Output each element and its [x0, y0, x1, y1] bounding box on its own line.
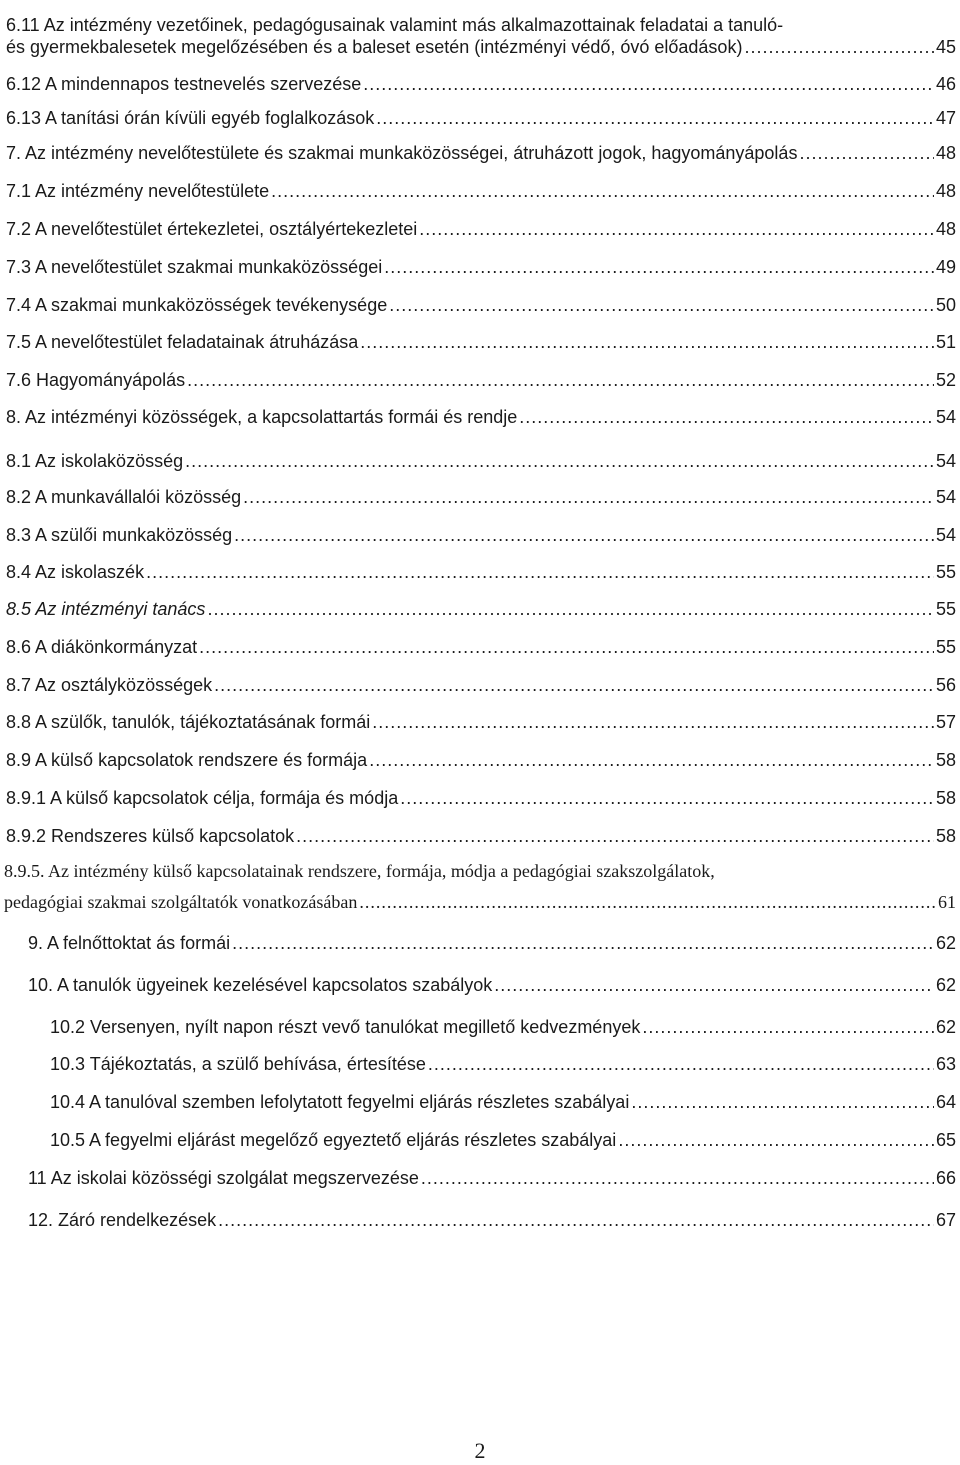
toc-entry-title: 7.1 Az intézmény nevelőtestülete	[6, 181, 270, 201]
toc-entry-title: és gyermekbalesetek megelőzésében és a baleset esetén (intézményi védő, óvó előadások)	[6, 37, 743, 57]
dot-leader	[389, 294, 934, 316]
toc-entry-title: 6.12 A mindennapos testnevelés szervezése	[6, 74, 362, 94]
toc-entry-row	[6, 636, 956, 658]
dot-leader	[799, 142, 934, 164]
toc-entry-title: 7.4 A szakmai munkaközösségek tevékenysége	[6, 295, 388, 315]
dot-leader	[243, 486, 934, 508]
dot-leader	[296, 825, 934, 847]
toc-entry-row	[6, 674, 956, 696]
toc-page-number: 62	[935, 975, 956, 995]
toc-entry-row	[6, 369, 956, 391]
toc-entry-row	[28, 932, 956, 954]
toc-entry-title: 8.8 A szülők, tanulók, tájékoztatásának formái	[6, 712, 371, 732]
dot-leader	[359, 891, 936, 913]
toc-entry-row	[6, 218, 956, 240]
toc-page-number: 54	[935, 451, 956, 471]
dot-leader	[744, 36, 934, 58]
toc-entry-row	[6, 73, 956, 95]
toc-page-number: 58	[935, 750, 956, 770]
toc-entry-row	[6, 406, 956, 428]
toc-entry-title: 8. Az intézményi közösségek, a kapcsolattartás formái és rendje	[6, 407, 518, 427]
toc-page-number: 55	[935, 599, 956, 619]
toc-page-number: 61	[938, 892, 956, 912]
toc-entry-row	[6, 142, 956, 164]
dot-leader	[428, 1053, 934, 1075]
dot-leader	[419, 218, 934, 240]
toc-page-number: 56	[935, 675, 956, 695]
dot-leader	[234, 524, 934, 546]
toc-page-number: 48	[935, 219, 956, 239]
toc-entry-title: 8.6 A diákönkormányzat	[6, 637, 198, 657]
toc-entry-title: 8.2 A munkavállalói közösség	[6, 487, 242, 507]
toc-entry-title: 6.13 A tanítási órán kívüli egyéb foglalkozások	[6, 108, 375, 128]
toc-entry-row	[50, 1091, 956, 1113]
toc-page-number: 54	[935, 487, 956, 507]
toc-entry-title: 7. Az intézmény nevelőtestülete és szakmai munkaközösségei, átruházott jogok, hagyományápolás	[6, 143, 798, 163]
toc-entry-title: 7.2 A nevelőtestület értekezletei, osztályértekezletei	[6, 219, 418, 239]
toc-entry-row	[6, 294, 956, 316]
toc-page-number: 66	[935, 1168, 956, 1188]
dot-leader	[360, 331, 934, 353]
toc-entry-title: 8.9 A külső kapcsolatok rendszere és formája	[6, 750, 368, 770]
toc-entry-title: 8.9.1 A külső kapcsolatok célja, formája és módja	[6, 788, 399, 808]
toc-page-number: 58	[935, 826, 956, 846]
toc-page-number: 45	[935, 37, 956, 57]
toc-page-number: 65	[935, 1130, 956, 1150]
toc-entry-row	[6, 331, 956, 353]
toc-entry-row	[6, 180, 956, 202]
toc-entry-row	[4, 891, 956, 913]
toc-page-number: 50	[935, 295, 956, 315]
toc-entry-row	[6, 598, 956, 620]
toc-page-number: 58	[935, 788, 956, 808]
dot-leader	[642, 1016, 934, 1038]
toc-page-number: 46	[935, 74, 956, 94]
toc-entry-row	[6, 561, 956, 583]
dot-leader	[271, 180, 934, 202]
toc-entry-title: 7.6 Hagyományápolás	[6, 370, 186, 390]
dot-leader	[232, 932, 934, 954]
dot-leader	[519, 406, 934, 428]
toc-entry-title: 11 Az iskolai közösségi szolgálat megszervezése	[28, 1168, 419, 1188]
dot-leader	[207, 598, 934, 620]
dot-leader	[218, 1209, 934, 1231]
toc-page-number: 52	[935, 370, 956, 390]
toc-page-number: 62	[935, 1017, 956, 1037]
toc-entry-row	[6, 711, 956, 733]
toc-entry-row	[28, 1167, 956, 1189]
dot-leader	[214, 674, 934, 696]
toc-page-number: 47	[935, 108, 956, 128]
toc-page-number: 49	[935, 257, 956, 277]
toc-entry-row	[28, 974, 956, 996]
toc-entry-title: 10.4 A tanulóval szemben lefolytatott fegyelmi eljárás részletes szabályai	[50, 1092, 630, 1112]
dot-leader	[187, 369, 934, 391]
page-number: 2	[474, 1438, 486, 1463]
toc-entry-row	[6, 787, 956, 809]
toc-entry-row	[6, 749, 956, 771]
toc-entry-row	[6, 825, 956, 847]
dot-leader	[369, 749, 934, 771]
toc-page-number: 67	[935, 1210, 956, 1230]
toc-entry-title: 7.5 A nevelőtestület feladatainak átruházása	[6, 332, 359, 352]
toc-entry-title: 10. A tanulók ügyeinek kezelésével kapcsolatos szabályok	[28, 975, 493, 995]
toc-entry-row	[50, 1129, 956, 1151]
dot-leader	[363, 73, 934, 95]
toc-page-number: 57	[935, 712, 956, 732]
toc-entry-row	[6, 486, 956, 508]
toc-page-number: 55	[935, 562, 956, 582]
dot-leader	[631, 1091, 934, 1113]
toc-entry-title: 9. A felnőttoktat ás formái	[28, 933, 231, 953]
toc-entry-title: 8.9.2 Rendszeres külső kapcsolatok	[6, 826, 295, 846]
toc-page-number: 62	[935, 933, 956, 953]
toc-entry-title-line: 6.11 Az intézmény vezetőinek, pedagógusainak valamint más alkalmazottainak feladatai a tanuló-	[6, 15, 784, 35]
toc-entry-title: pedagógiai szakmai szolgáltatók vonatkozásában	[4, 892, 358, 912]
toc-page-number: 54	[935, 525, 956, 545]
toc-entry-row	[6, 450, 956, 472]
toc-entry-title: 10.2 Versenyen, nyílt napon részt vevő tanulókat megillető kedvezmények	[50, 1017, 641, 1037]
dot-leader	[376, 107, 934, 129]
toc-entry-title: 8.4 Az iskolaszék	[6, 562, 145, 582]
toc-entry-title: 12. Záró rendelkezések	[28, 1210, 217, 1230]
dot-leader	[384, 256, 934, 278]
dot-leader	[185, 450, 934, 472]
toc-entry-row	[6, 256, 956, 278]
dot-leader	[372, 711, 934, 733]
toc-page-number: 55	[935, 637, 956, 657]
toc-entry-title: 8.7 Az osztályközösségek	[6, 675, 213, 695]
toc-entry-title: 8.1 Az iskolaközösség	[6, 451, 184, 471]
dot-leader	[494, 974, 934, 996]
toc-entry-row	[50, 1053, 956, 1075]
dot-leader	[199, 636, 934, 658]
toc-entry-title: 8.5 Az intézményi tanács	[6, 599, 206, 619]
dot-leader	[618, 1129, 934, 1151]
toc-page-number: 48	[935, 143, 956, 163]
toc-entry-title: 10.5 A fegyelmi eljárást megelőző egyeztető eljárás részletes szabályai	[50, 1130, 617, 1150]
toc-entry-title: 7.3 A nevelőtestület szakmai munkaközösségei	[6, 257, 383, 277]
toc-entry-title-line: 8.9.5. Az intézmény külső kapcsolatainak rendszere, formája, módja a pedagógiai szakszolgálatok,	[4, 861, 715, 881]
dot-leader	[400, 787, 934, 809]
toc-entry-row	[50, 1016, 956, 1038]
toc-page-number: 63	[935, 1054, 956, 1074]
toc-page-number: 64	[935, 1092, 956, 1112]
toc-entry-title: 8.3 A szülői munkaközösség	[6, 525, 233, 545]
toc-page-number: 54	[935, 407, 956, 427]
toc-entry-title: 10.3 Tájékoztatás, a szülő behívása, értesítése	[50, 1054, 426, 1074]
toc-page-number: 48	[935, 181, 956, 201]
toc-entry-row	[6, 36, 956, 58]
toc-entry-row	[6, 107, 956, 129]
dot-leader	[421, 1167, 934, 1189]
dot-leader	[146, 561, 934, 583]
toc-entry-row	[6, 524, 956, 546]
toc-page-number: 51	[935, 332, 956, 352]
toc-entry-row	[28, 1209, 956, 1231]
